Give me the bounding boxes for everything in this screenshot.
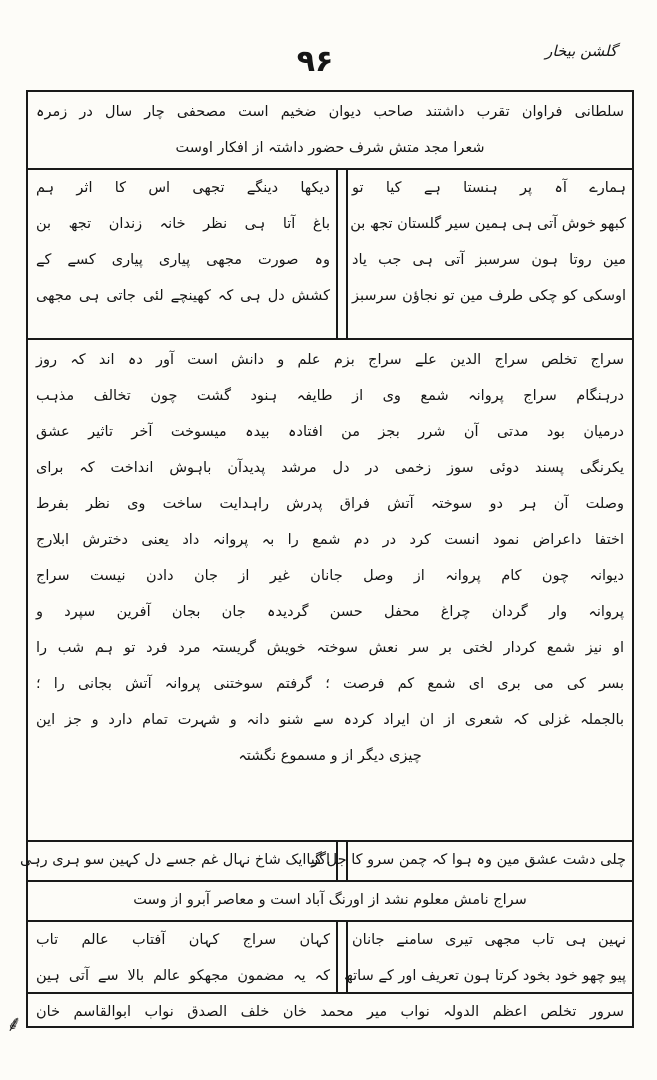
prose-line: سراج تخلص سراج الدین علے سراج بزم علم و دانش است آور دہ اند کہ روز xyxy=(36,352,624,368)
siraj-prose xyxy=(36,342,624,774)
prose-line: یکرنگی پسند دوئی سوز زخمی در دل مرشد پدیدآن باہوش انداخت کہ برای xyxy=(36,460,624,476)
prose-line: پروانہ وار گردان چراغ محفل حسن گردیدہ جان بجان آفرین سپرد و xyxy=(36,604,624,620)
prose-line: سرور تخلص اعظم الدولہ نواب میر محمد خان خلف الصدق نواب ابوالقاسم خان xyxy=(36,1004,624,1020)
intro-line: شعرا مجد متش شرف حضور داشتہ از افکار اوست xyxy=(175,140,485,156)
prose-line: چیزی دیگر از و مسموع نگشتہ xyxy=(238,748,422,764)
verse-line: دیکھا دینگے تجھی اس کا اثر ہم xyxy=(36,180,330,196)
verse-line: چلی دشت عشق مین وہ ہوا کہ چمن سرو کا جل گیا xyxy=(306,852,626,868)
rule-after-verses-1 xyxy=(26,338,634,340)
verse-line: وہ صورت مجھی پیاری پیاری کسے کے xyxy=(36,252,330,268)
margin-ornament-icon: ⸙ xyxy=(5,1012,23,1037)
running-head: گلشن بیخار xyxy=(545,42,617,60)
verse-line: کبھو خوش آتی ہی ہمین سیر گلستان تجھ بن xyxy=(350,216,626,232)
column-divider xyxy=(336,920,338,992)
prose-line: وصلت آن ہر دو سوختہ آتش فراق پدرش راہدایت ساخت وی نظر بفرط xyxy=(36,496,624,512)
surur-heading xyxy=(36,994,624,1030)
verse-line: نہین ہی تاب مجھی تیری سامنے جانان xyxy=(352,932,626,948)
column-divider xyxy=(336,168,338,338)
verse-line: اوسکی کو چکی طرف مین تو نجاؤن سرسبز xyxy=(352,288,626,304)
page-number: ۹۶ xyxy=(296,44,334,79)
verse-line: کہ یہ مضمون مجھکو عالم بالا سے آتی ہین xyxy=(36,968,330,984)
prose-line: بسر کی می بری ای شمع کم فرصت ؛ گرفتم سوختنی پروانہ آتش بجانی را ؛ xyxy=(36,676,624,692)
verse-column-left xyxy=(36,922,330,994)
verse-column-right xyxy=(306,842,626,878)
intro-line: سلطانی فراوان تقرب داشتند صاحب دیوان ضخیم است مصحفی چار سال در زمرہ xyxy=(36,104,624,120)
verse-line: مین روتا ہون سرسبز آتی ہی جب یاد xyxy=(352,252,626,268)
verse-column-left xyxy=(36,170,330,314)
verse-line: ہمارے آہ پر ہنستا ہے کیا تو xyxy=(352,180,626,196)
verse-line: کشش دل ہی کہ کھینچے لئی جاتی ہی مجھی xyxy=(36,288,330,304)
verse-column-right xyxy=(352,170,626,314)
intro-text xyxy=(36,94,624,166)
prose-line: سراج نامش معلوم نشد از اورنگ آباد است و معاصر آبرو از وست xyxy=(133,892,527,908)
verse-line: پیو چھو خود بخود کرتا ہون تعریف اور کے ساتھ xyxy=(343,968,626,984)
prose-line: بالجملہ غزلی کہ شعری از ان ایراد کردہ سے شنو دانہ و شہرت تمام دارد و جز این xyxy=(36,712,624,728)
prose-line: درمیان بود مدتی آن شرر بجز من افتادہ بیدہ میسوخت آخر تاثیر عشق xyxy=(36,424,624,440)
verse-line: کہان سراج کہان آفتاب عالم تاب xyxy=(36,932,330,948)
prose-line: دیوانہ چون کام پروانہ از وصل جانان غیر از جان دادن نیست سراج xyxy=(36,568,624,584)
verse-line: باغ آتا ہی نظر خانہ زندان تجھ بن xyxy=(36,216,330,232)
verse-line: اگر ایک شاخ نہال غم جسے دل کہین سو ہری رہی xyxy=(20,852,330,868)
verse-column-left xyxy=(20,842,330,878)
prose-line: اختفا داعراض نمود انست کرد در دم شمع را بہ پروانہ داد یعنی دخترش ابلارج xyxy=(36,532,624,548)
column-divider xyxy=(346,168,348,338)
siraj2-heading xyxy=(36,882,624,918)
prose-line: درہنگام سراج پروانہ شمع وی از طایفہ ہنود گشت چون تخالف مذہب xyxy=(36,388,624,404)
prose-line: او نیز شمع کردار لختی بر سر نعش سوختہ خویش گریستہ مرد فرد تو ہم شب را xyxy=(36,640,624,656)
verse-column-right xyxy=(343,922,626,994)
